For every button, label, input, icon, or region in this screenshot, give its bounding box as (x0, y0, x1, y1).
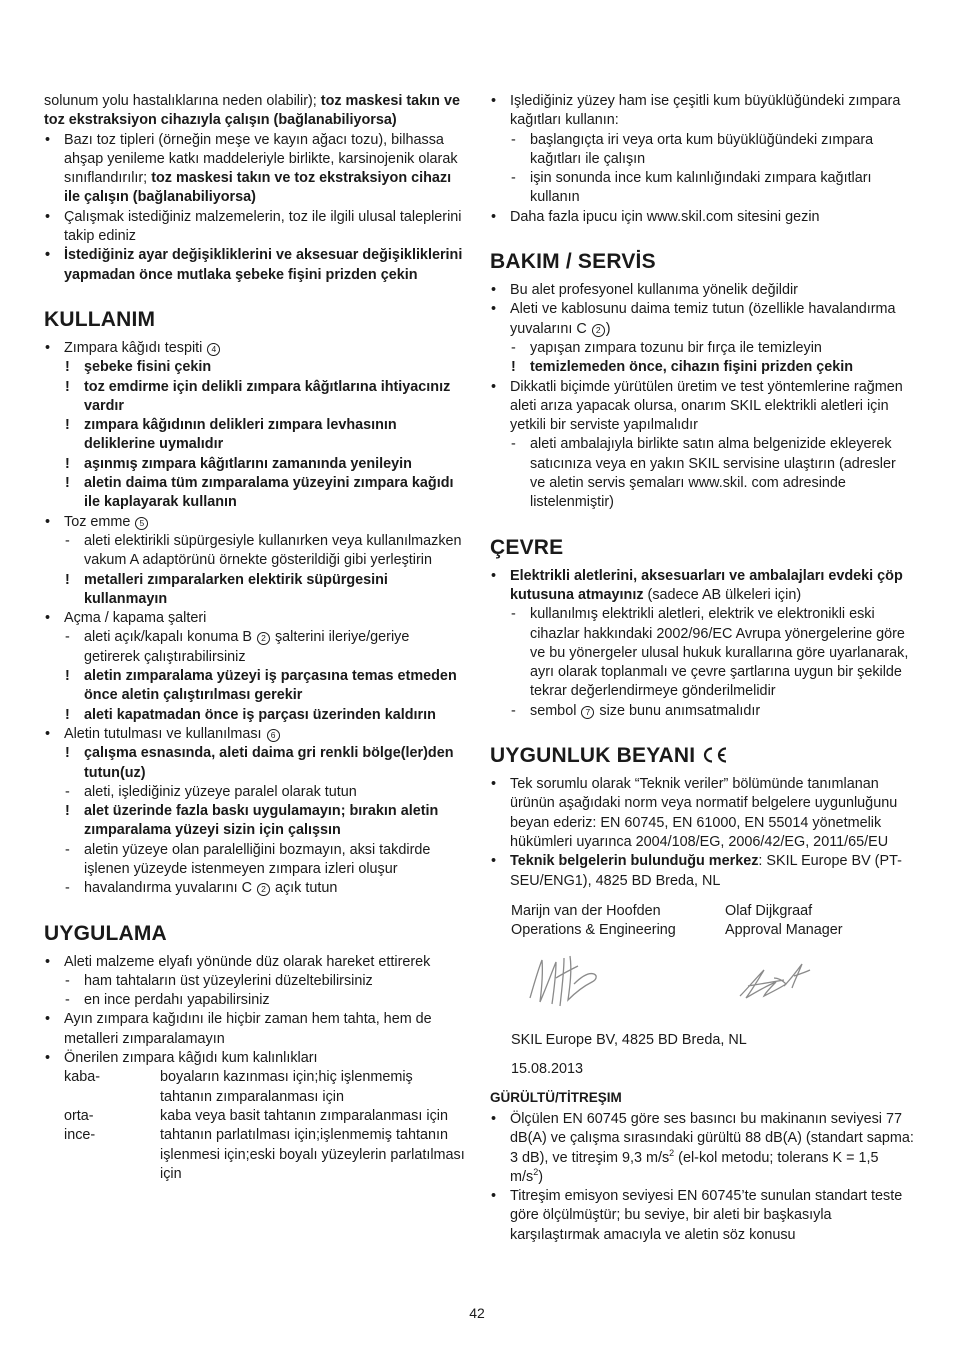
intro-continuation (44, 92, 468, 131)
list-item (44, 513, 468, 532)
warning-item: ! çalışma esnasında, aleti daima gri renkli bölge(ler)den tutun(uz) (44, 744, 468, 783)
list-item (490, 852, 914, 891)
company-address: SKIL Europe BV, 4825 BD Breda, NL (511, 1032, 747, 1049)
warning-item: ! temizlemeden önce, cihazın fişini prizden çekin (490, 358, 914, 377)
figure-ref-icon: 2 (257, 883, 270, 896)
list-item (490, 1110, 914, 1187)
warning-item: ! aletin zımparalama yüzeyi iş parçasına temas etmeden önce aletin çalıştırılması gerekir (44, 667, 468, 706)
intro-text: solunum yolu hastalıklarına neden olabilir); (44, 93, 321, 109)
signature-row (490, 944, 914, 1018)
list-item: • Işlediğiniz yüzey ham ise çeşitli kum büyüklüğündeki zımpara kağıtları kullanın: (490, 92, 914, 131)
figure-ref-icon: 2 (257, 632, 270, 645)
warning-item: ! toz emdirme için delikli zımpara kâğıtlarına ihtiyacınız vardır (44, 378, 468, 417)
grit-key: orta- (64, 1107, 94, 1124)
sub-item (44, 879, 468, 898)
list-item: • İstediğiniz ayar değişikliklerini ve aksesuar değişikliklerini yapmadan önce mutlaka şebeke fişini prizden çekin (44, 246, 468, 285)
sub-text: şalterini ileriye/geriye getirerek çalıştırabilirsiniz (84, 629, 410, 665)
grit-value: kaba veya basit tahtanın zımparalanması için (160, 1107, 448, 1124)
signer-title: Approval Manager (725, 922, 843, 939)
item-text: Aleti ve kablosunu daima temiz tutun (özellikle havalandırma yuvalarını C (510, 301, 896, 337)
sub-item: - aleti, işlediğiniz yüzeye paralel olarak tutun (44, 783, 468, 802)
list-item: • Titreşim emisyon seviyesi EN 60745’te sunulan standart teste göre ölçülmüştür; bu seviye, bir aleti bir başkasıyla karşılaştırmak amacıyla ve aletin söz konusu (490, 1187, 914, 1245)
section-heading-kullanim: KULLANIM (44, 307, 156, 331)
item-text: (el-kol metodu; tolerans K = 1,5 m/s (510, 1149, 879, 1185)
sub-item: - ham tahtaların üst yüzeylerini düzeltebilirsiniz (44, 972, 468, 991)
sub-item: - aletin yüzeye olan paralelliğini bozmayın, aksi takdirde işlenen yüzeyde istenmeyen zımpara izleri oluşur (44, 841, 468, 880)
list-item (44, 339, 468, 358)
list-item: • Bu alet profesyonel kullanıma yönelik değildir (490, 281, 914, 300)
right-column (490, 92, 914, 1245)
grit-key: kaba- (64, 1069, 100, 1086)
list-item (490, 300, 914, 339)
item-label: Aletin tutulması ve kullanılması (64, 725, 262, 742)
list-item: • Aleti malzeme elyafı yönünde düz olarak hareket ettirerek (44, 953, 468, 972)
dust-warning: toz maskesi takın ve toz ekstraksiyon cihazı ile çalışın (bağlanabiliyorsa) (64, 170, 452, 206)
warning-item: ! aşınmış zımpara kâğıtlarını zamanında yenileyin (44, 455, 468, 474)
list-item (44, 725, 468, 744)
list-item: • Çalışmak istediğiniz malzemelerin, toz ile ilgili ulusal taleplerini takip ediniz (44, 208, 468, 247)
item-text: Ölçülen EN 60745 göre ses basıncı bu makinanın seviyesi 77 dB(A) ve çalışma sırasındaki gürültü 88 dB(A) (standart sapma: 3 dB), ve titreşim 9,3 m/s (510, 1110, 914, 1166)
item-text: : SKIL Europe BV (PT-SEU/ENG1), 4825 BD Breda, NL (510, 853, 902, 889)
grit-value: boyaların kazınması için;hiç işlenmemiş tahtanın zımparalanması için (160, 1069, 413, 1105)
sub-item: - başlangıçta iri veya orta kum büyüklüğündeki zımpara kağıtları ile çalışın (490, 131, 914, 170)
superscript: 2 (533, 1167, 539, 1178)
section-heading-gurultu: GÜRÜLTÜ/TİTREŞIM (490, 1089, 622, 1105)
figure-ref-icon: 7 (581, 706, 594, 719)
list-item: • Önerilen zımpara kâğıdı kum kalınlıkları (44, 1049, 468, 1068)
sub-text: size bunu anımsatmalıdır (599, 702, 761, 719)
list-item: • Daha fazla ipucu için www.skil.com sitesini gezin (490, 208, 914, 227)
warning-item: ! şebeke fisini çekin (44, 358, 468, 377)
signer-name: Marijn van der Hoofden (511, 902, 661, 919)
signer-name: Olaf Dijkgraaf (725, 902, 813, 919)
list-item (44, 131, 468, 208)
list-item: • Tek sorumlu olarak “Teknik veriler” bölümünde tanımlanan ürünün aşağıdaki norm veya normatif belgelere uygunluğunu beyan ederiz: EN 60745, EN 61000, EN 55014 yönetmelik hükümleri uyarınca 2004/108/EG, 2006/42/EG, 2011/65/EU (490, 775, 914, 852)
figure-ref-icon: 2 (592, 324, 605, 337)
item-text: Teknik belgelerin bulunduğu merkez (510, 853, 759, 870)
sub-item (44, 628, 468, 667)
item-label: Toz emme (64, 513, 131, 530)
sub-text: havalandırma yuvalarını C (84, 880, 252, 897)
sub-item: - aleti elektirikli süpürgesiyle kullanırken veya kullanılmazken vakum A adaptörünü örnekte gösterildiği gibi yerleştirin (44, 532, 468, 571)
superscript: 2 (669, 1147, 675, 1158)
sub-text: aleti açık/kapalı konuma B (84, 629, 252, 646)
figure-ref-icon: 5 (135, 517, 148, 530)
signer-title: Operations & Engineering (511, 922, 676, 939)
sub-item: - işin sonunda ince kum kalınlığındaki zımpara kağıtları kullanın (490, 169, 914, 208)
grit-table (44, 1068, 468, 1184)
sub-item: - aleti ambalajıyla birlikte satın alma belgenizide ekleyerek satıcınıza veya en yakın SKIL servisine ulaştırın (adresler ve aletin servis şemaları www.skil. com adresinde listelenmiştir) (490, 435, 914, 512)
ce-mark-icon (701, 746, 729, 764)
left-column (44, 92, 468, 1184)
section-heading-uygulama: UYGULAMA (44, 921, 167, 945)
item-label: Zımpara kâğıdı tespiti (64, 339, 203, 356)
sub-item: - en ince perdahı yapabilirsiniz (44, 991, 468, 1010)
section-heading-bakim: BAKIM / SERVİS (490, 250, 656, 274)
heading-text: UYGUNLUK BEYANI (490, 744, 696, 768)
figure-ref-icon: 6 (267, 729, 280, 742)
grit-key: ince- (64, 1127, 96, 1144)
list-item: • Ayın zımpara kağıdını ile hiçbir zaman hem tahta, hem de metalleri zımparalamayın (44, 1010, 468, 1049)
declaration-date: 15.08.2013 (511, 1060, 584, 1077)
page-number: 42 (469, 1305, 485, 1321)
sub-text: sembol (530, 702, 577, 719)
list-item: • Dikkatli biçimde yürütülen üretim ve test yöntemlerine rağmen aleti arıza yapacak olursa, onarım SKIL elektrikli aletleri için yetkili bir serviste yapılmalıdır (490, 378, 914, 436)
item-text: ) (538, 1168, 543, 1185)
section-heading-cevre: ÇEVRE (490, 535, 564, 559)
warning-item: ! aleti kapatmadan önce iş parçası üzerinden kaldırın (44, 706, 468, 725)
item-text: ) (605, 320, 611, 337)
signature-2-icon (736, 956, 812, 1006)
figure-ref-icon: 4 (207, 343, 220, 356)
signature-1-icon (526, 948, 602, 1010)
item-text: Elektrikli aletlerini, aksesuarları ve ambalajları evdeki çöp kutusuna atmayınız (510, 567, 903, 603)
warning-item: ! aletin daima tüm zımparalama yüzeyini zımpara kağıdı ile kaplayarak kullanın (44, 474, 468, 513)
warning-item: ! metalleri zımparalarken elektirik süpürgesini kullanmayın (44, 571, 468, 610)
sub-item: - yapışan zımpara tozunu bir fırça ile temizleyin (490, 339, 914, 358)
dust-text: Bazı toz tipleri (örneğin meşe ve kayın ağacı tozu), bilhassa ahşap yenileme katkı maddeleriyle birlikte, karsinojenik olarak sınıflandırılır; (64, 131, 458, 187)
list-item (490, 567, 914, 606)
warning-item: ! zımpara kâğıdının delikleri zımpara levhasının deliklerine uymalıdır (44, 416, 468, 455)
sub-item (490, 702, 914, 721)
warning-item: ! alet üzerinde fazla baskı uygulamayın; bırakın aletin zımparalama yüzeyi sizin için çalışsın (44, 802, 468, 841)
sub-item: - kullanılmış elektrikli aletleri, elektrik ve elektronikli eski cihazlar hakkındaki 2002/96/EC Avrupa yönergelerine göre ve bu yönergeler ulusal hukuk kurallarına göre uyarlanarak, ayrı olarak toplanmalı ve çevre şartlarına uygun bir şekilde tekrar değerlendirmeye gönderilmelidir (490, 605, 914, 701)
item-text: (sadece AB ülkeleri için) (643, 586, 802, 603)
grit-value: tahtanın parlatılması için;işlenmemiş tahtanın işlenmesi için;eski boyalı yüzeylerin parlatılması için (160, 1127, 465, 1182)
list-item: • Açma / kapama şalteri (44, 609, 468, 628)
intro-warning: toz maskesi takın ve toz ekstraksiyon cihazıyla çalışın (bağlanabiliyorsa) (44, 93, 460, 129)
signatories (490, 902, 914, 941)
sub-text: açık tutun (274, 880, 338, 897)
section-heading-uygunluk (490, 743, 914, 769)
